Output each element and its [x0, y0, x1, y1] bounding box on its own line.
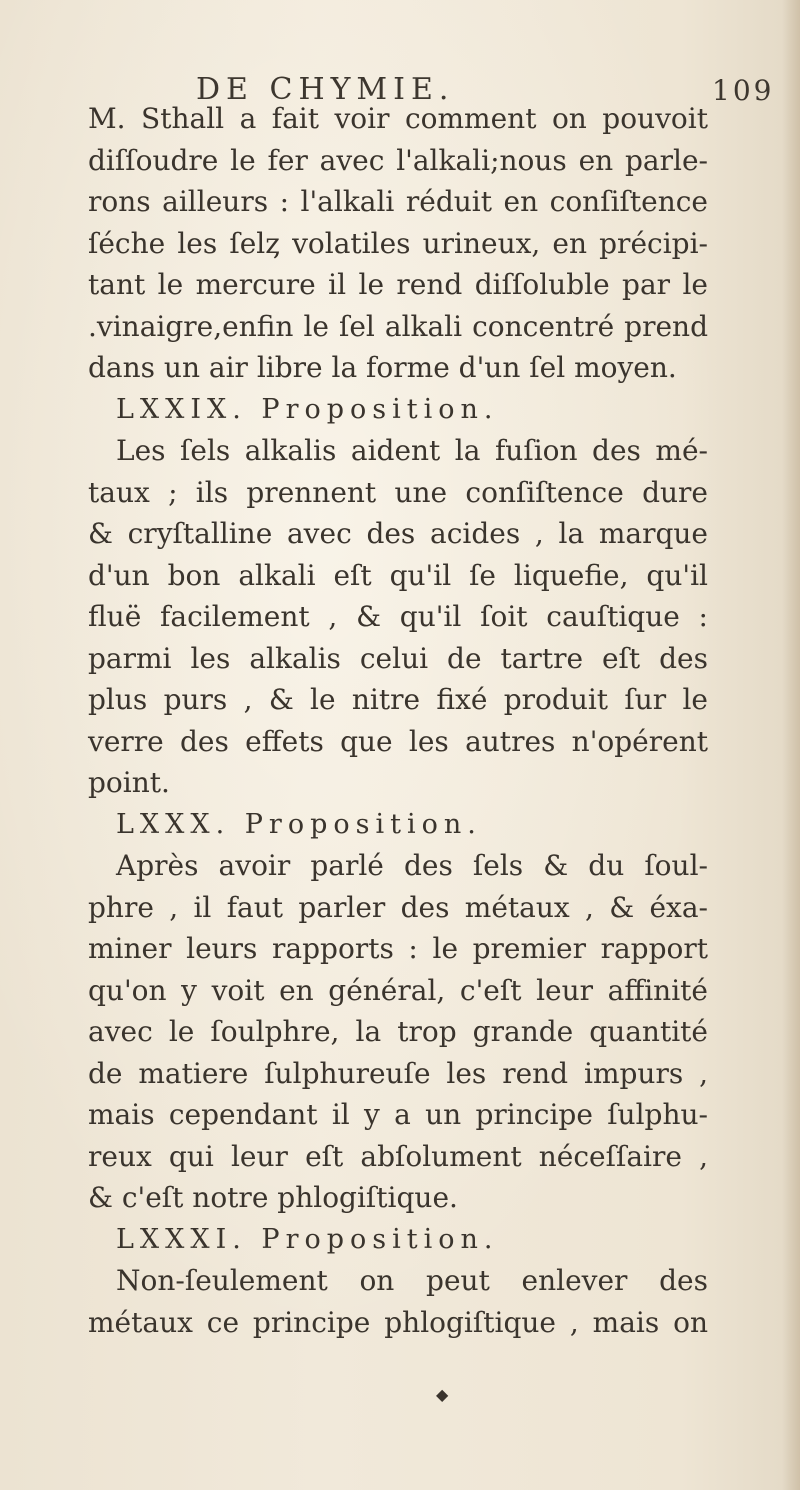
page-edge-shadow [782, 0, 800, 1490]
text-line: miner leurs rapports : le premier rapport [88, 932, 708, 965]
text-line: diſſoudre le fer avec l'alkali;nous en parle- [88, 143, 708, 177]
section-heading: LXXX. Proposition. [116, 808, 482, 840]
text-line: point. [88, 766, 170, 799]
text-line: & c'eſt notre phlogiſtique. [88, 1181, 458, 1214]
page-number: 109 [712, 74, 775, 107]
body-text [88, 98, 708, 1343]
text-line: ſéche les ſelȥ volatiles urineux, en précipi- [88, 226, 708, 260]
section-heading: LXXXI. Proposition. [116, 1223, 499, 1255]
running-title: DE CHYMIE. [196, 72, 455, 107]
text-line: Non-ſeulement on peut enlever des [116, 1264, 708, 1297]
text-line: & cryſtalline avec des acides , la marque [88, 517, 708, 550]
ink-dot-ornament: ◆ [436, 1385, 449, 1404]
text-line: verre des effets que les autres n'opérent [88, 724, 708, 758]
text-line: parmi les alkalis celui de tartre eſt des [88, 641, 708, 675]
text-line: .vinaigre,enfin le ſel alkali concentré prend [88, 309, 708, 343]
text-line: mais cependant il y a un principe ſulphu- [88, 1098, 708, 1131]
text-line: reux qui leur eſt abſolument néceſſaire , [88, 1139, 708, 1173]
text-line: M. Sthall a fait voir comment on pouvoit [88, 102, 708, 135]
text-line: métaux ce principe phlogiſtique , mais on [88, 1305, 708, 1339]
text-line: tant le mercure il le rend diſſoluble par le [88, 268, 708, 301]
text-line: rons ailleurs : l'alkali réduit en conſiſtence [88, 185, 708, 218]
text-line: plus purs , & le nitre fixé produit ſur le [88, 683, 708, 716]
section-heading: LXXIX. Proposition. [116, 393, 499, 425]
text-line: Les ſels alkalis aident la fuſion des mé- [116, 434, 708, 467]
text-line: phre , il faut parler des métaux , & éxa- [88, 890, 708, 924]
text-line: de matiere ſulphureuſe les rend impurs , [88, 1056, 708, 1090]
text-line: fluë facilement , & qu'il ſoit cauſtique : [88, 600, 708, 633]
text-line: d'un bon alkali eſt qu'il ſe liquefie, qu'il [88, 558, 708, 592]
text-line: dans un air libre la forme d'un ſel moyen. [88, 351, 677, 384]
text-line: qu'on y voit en général, c'eſt leur affinité [88, 973, 708, 1007]
text-line: Après avoir parlé des ſels & du ſoul- [116, 849, 708, 882]
text-line: avec le ſoulphre, la trop grande quantité [88, 1015, 708, 1048]
text-line: taux ; ils prennent une conſiſtence dure [88, 475, 708, 509]
